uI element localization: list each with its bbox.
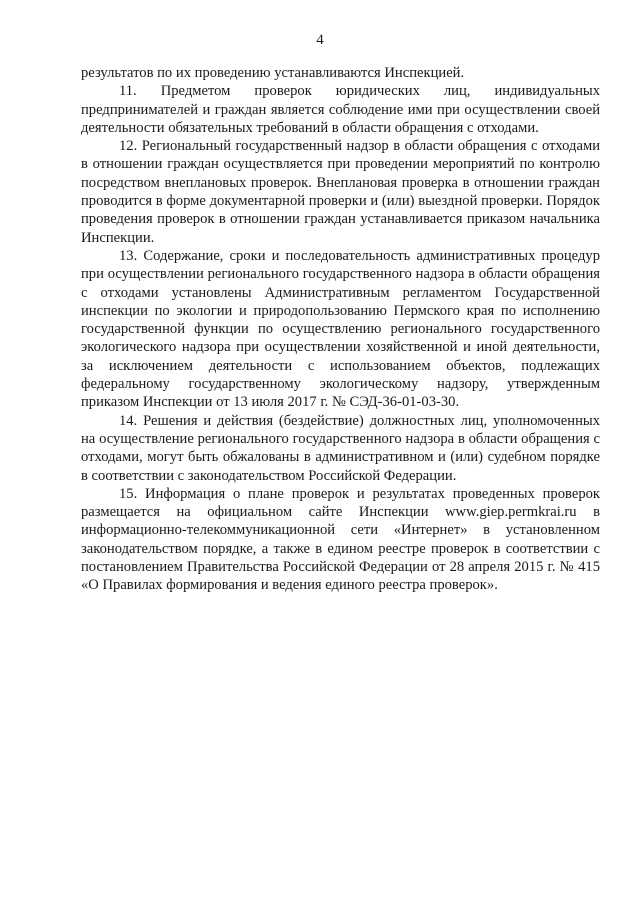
paragraph-14: 14. Решения и действия (бездействие) должностных лиц, уполномоченных на осуществление регионального государственного надзора в области обращения с отходами, могут быть обжалованы в административном и (или) судебном порядке в соответствии с законодательством Российской Федерации. <box>81 412 600 484</box>
page-number: 4 <box>316 32 324 48</box>
paragraph-15: 15. Информация о плане проверок и результатах проведенных проверок размещается на официальном сайте Инспекции www.giep.permkrai.ru в информационно-телекоммуникационной сети «Интернет» в установленном законодательством порядке, а также в едином реестре проверок в соответствии с постановлением Правительства Российской Федерации от 28 апреля 2015 г. № 415 «О Правилах формирования и ведения единого реестра проверок». <box>81 485 600 594</box>
document-body <box>81 64 600 595</box>
paragraph-11: 11. Предметом проверок юридических лиц, индивидуальных предпринимателей и граждан является соблюдение ими при осуществлении своей деятельности обязательных требований в области обращения с отходами. <box>81 83 600 136</box>
paragraph-12: 12. Региональный государственный надзор в области обращения с отходами в отношении граждан осуществляется при проведении мероприятий по контролю посредством внеплановых проверок. Внеплановая проверка в отношении граждан проводится в форме документарной проверки и (или) выездной проверки. Порядок проведения проверок в отношении граждан устанавливается приказом начальника Инспекции. <box>81 138 600 246</box>
paragraph-13: 13. Содержание, сроки и последовательность административных процедур при осуществлении регионального государственного надзора в области обращения с отходами установлены Административным регламентом Государственной инспекции по экологии и природопользованию Пермского края по исполнению государственной функции по осуществлению регионального государственного экологического надзора при осуществлении хозяйственной и иной деятельности, за исключением деятельности с использованием объектов, подлежащих федеральному государственному экологическому надзору, утвержденным приказом Инспекции от 13 июля 2017 г. № СЭД-36-01-03-30. <box>81 247 600 411</box>
paragraph-continuation: результатов по их проведению устанавливаются Инспекцией. <box>81 65 465 81</box>
